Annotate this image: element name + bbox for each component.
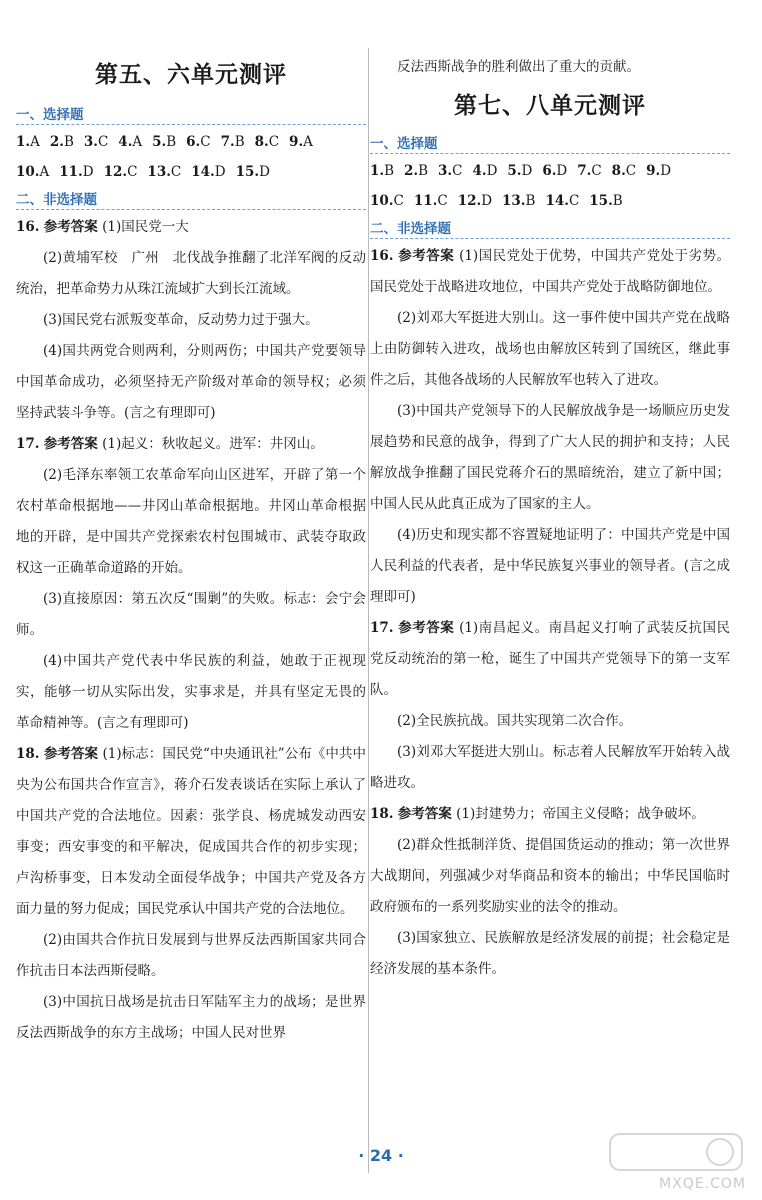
question-18 (370, 799, 730, 830)
choice-letter: C (437, 193, 448, 209)
choice-answer (59, 164, 93, 180)
question-18 (16, 739, 366, 925)
column-divider (368, 48, 369, 1173)
choice-letter: D (521, 163, 533, 179)
choice-number: 2. (49, 134, 64, 150)
choice-answer (84, 134, 108, 150)
choice-letter: C (97, 134, 109, 150)
choice-letter: D (481, 193, 493, 209)
section-title: 第五、六单元测评 (95, 62, 287, 88)
choice-answer (186, 134, 210, 150)
choice-answer (542, 163, 567, 179)
answer-paragraph: (3)国民党右派叛变革命，反动势力过于强大。 (43, 312, 319, 328)
choice-number: 1. (370, 163, 385, 179)
answer-label: 参考答案 (398, 620, 455, 636)
choice-number: 3. (438, 163, 453, 179)
choice-number: 10. (16, 164, 40, 180)
choice-answer (147, 164, 181, 180)
choice-answer (16, 164, 49, 180)
choice-letter: A (132, 134, 143, 150)
choice-letter: C (591, 163, 602, 179)
choice-letter: D (556, 163, 568, 179)
watermark-logo-icon (608, 1130, 748, 1174)
section-heading-label: 二、非选择题 (370, 221, 451, 237)
choice-letter: B (612, 193, 623, 209)
choice-number: 4. (118, 134, 133, 150)
answer-label: 参考答案 (43, 746, 99, 762)
question-16 (370, 241, 730, 303)
choice-number: 12. (103, 164, 128, 180)
choice-answer (458, 193, 492, 209)
choice-answer (577, 163, 601, 179)
choice-answer (646, 163, 671, 179)
question-17 (16, 429, 366, 460)
answer-text: (1)国民党处于优势，中国共产党处于劣势。国民党处于战略进攻地位，中国共产党处于战略防御地位。 (370, 248, 731, 295)
choice-letter: C (625, 163, 637, 179)
choice-answer (255, 134, 279, 150)
choice-number: 15. (235, 164, 260, 180)
choice-answer (472, 163, 497, 179)
choice-letter: C (452, 163, 463, 179)
answer-paragraph: (4)国共两党合则两利，分则两伤；中国共产党要领导中国革命成功，必须坚持无产阶级对革命的领导权；必须坚持武装斗争等。(言之有理即可) (16, 343, 366, 421)
answer-row (370, 186, 730, 216)
answer-label: 参考答案 (398, 248, 455, 264)
choice-answer (589, 193, 622, 209)
choice-number: 8. (254, 134, 269, 150)
right-column (370, 0, 730, 985)
answer-paragraph: (2)刘邓大军挺进大别山。这一事件使中国共产党在战略上由防御转入进攻，战场也由解放区转到了国统区，继此事件之后，其他各战场的人民解放军也转入了进攻。 (370, 310, 730, 388)
choice-answer (370, 163, 394, 179)
answer-row (16, 157, 366, 187)
section-title: 第七、八单元测评 (454, 93, 646, 119)
choice-answer (502, 193, 535, 209)
choice-number: 8. (611, 163, 626, 179)
choice-number: 10. (370, 193, 394, 209)
choice-number: 6. (542, 163, 557, 179)
choice-number: 5. (507, 163, 522, 179)
left-column (16, 0, 366, 1049)
choice-answer (221, 134, 245, 150)
choice-letter: C (170, 164, 182, 180)
choice-number: 13. (502, 193, 526, 209)
choice-letter: C (200, 134, 211, 150)
choice-letter: B (234, 134, 245, 150)
answer-text: (1)国民党一大 (102, 219, 189, 235)
choice-answer (370, 193, 404, 209)
answer-paragraph: (2)全民族抗战。国共实现第二次合作。 (397, 713, 633, 729)
choice-letter: A (303, 134, 313, 150)
page-number-value: 24 (369, 1146, 393, 1165)
choice-number: 6. (186, 134, 201, 150)
choice-letter: C (568, 193, 580, 209)
choice-answer (507, 163, 532, 179)
choice-answer (438, 163, 462, 179)
choice-number: 7. (577, 163, 592, 179)
choice-answer (612, 163, 636, 179)
answer-row (370, 156, 730, 186)
section-heading-label: 二、非选择题 (16, 192, 97, 208)
choice-letter: A (30, 134, 40, 150)
section-heading-nonchoice (16, 187, 366, 212)
choice-answer (404, 163, 428, 179)
answer-paragraph: (3)中国抗日战场是抗击日军陆军主力的战场；是世界反法西斯战争的东方主战场；中国人民对世界 (16, 994, 366, 1041)
question-number: 18. (16, 746, 40, 762)
choice-letter: C (393, 193, 404, 209)
choice-number: 5. (152, 134, 167, 150)
answer-paragraph: (4)历史和现实都不容置疑地证明了：中国共产党是中国人民利益的代表者，是中华民族复兴事业的领导者。(言之成理即可) (370, 527, 730, 605)
section-heading-label: 一、选择题 (370, 136, 438, 152)
choice-number: 11. (413, 193, 438, 209)
choice-answer (236, 164, 270, 180)
choice-number: 12. (457, 193, 482, 209)
question-number: 17. (370, 620, 394, 636)
choice-number: 7. (220, 134, 235, 150)
answer-paragraph: (3)刘邓大军挺进大别山。标志着人民解放军开始转入战略进攻。 (370, 744, 730, 791)
choice-answer (118, 134, 142, 150)
answer-paragraph: (3)直接原因：第五次反“围剿”的失败。标志：会宁会师。 (16, 591, 366, 638)
answer-label: 参考答案 (43, 436, 98, 452)
continued-text: 反法西斯战争的胜利做出了重大的贡献。 (397, 59, 640, 75)
choice-number: 9. (289, 134, 304, 150)
section-heading-nonchoice (370, 216, 730, 241)
choice-answer (414, 193, 448, 209)
question-17 (370, 613, 730, 706)
choice-letter: C (268, 134, 280, 150)
section-heading-choice (370, 131, 730, 156)
choice-letter: B (384, 163, 395, 179)
choice-number: 13. (147, 164, 171, 180)
choice-letter: B (63, 134, 74, 150)
choice-number: 4. (472, 163, 487, 179)
choice-answer (104, 164, 138, 180)
choice-number: 11. (59, 164, 83, 180)
section-heading-label: 一、选择题 (16, 107, 84, 123)
choice-answer (50, 134, 74, 150)
choice-number: 3. (83, 134, 98, 150)
question-number: 16. (16, 219, 40, 235)
question-number: 16. (370, 248, 394, 264)
site-watermark (608, 1130, 748, 1192)
choice-answer (545, 193, 579, 209)
choice-answer (152, 134, 176, 150)
question-number: 18. (370, 806, 394, 822)
choice-answer (191, 164, 225, 180)
answer-label: 参考答案 (397, 806, 452, 822)
answer-paragraph: (2)黄埔军校 广州 北伐战争推翻了北洋军阀的反动统治，把革命势力从珠江流域扩大到长江流域。 (16, 250, 366, 297)
answer-paragraph: (3)中国共产党领导下的人民解放战争是一场顺应历史发展趋势和民意的战争，得到了广大人民的拥护和支持；人民解放战争推翻了国民党蒋介石的黑暗统治，建立了新中国；中国人民从此真正成为了国家的主人。 (370, 403, 730, 512)
answer-text: (1)封建势力；帝国主义侵略；战争破坏。 (456, 806, 705, 822)
choice-letter: C (127, 164, 138, 180)
choice-letter: D (214, 164, 226, 180)
answer-paragraph: (3)国家独立、民族解放是经济发展的前提；社会稳定是经济发展的基本条件。 (370, 930, 730, 977)
answer-row (16, 127, 366, 157)
choice-number: 14. (545, 193, 569, 209)
choice-number: 9. (646, 163, 661, 179)
choice-letter: D (82, 164, 94, 180)
question-number: 17. (16, 436, 40, 452)
choice-answer (289, 134, 313, 150)
choice-number: 2. (404, 163, 419, 179)
answer-text: (1)起义：秋收起义。进军：井冈山。 (102, 436, 324, 452)
answer-paragraph: (2)毛泽东率领工农革命军向山区进军，开辟了第一个农村革命根据地——井冈山革命根据地。井冈山革命根据地的开辟，是中国共产党探索农村包围城市、武装夺取政权这一正确革命道路的开始。 (16, 467, 366, 576)
answer-paragraph: (2)群众性抵制洋货、提倡国货运动的推动；第一次世界大战期间，列强减少对华商品和资本的输出；中华民国临时政府颁布的一系列奖励实业的法令的推动。 (370, 837, 730, 915)
choice-letter: D (660, 163, 672, 179)
answer-paragraph: (2)由国共合作抗日发展到与世界反法西斯国家共同合作抗击日本法西斯侵略。 (16, 932, 366, 979)
choice-letter: B (525, 193, 536, 209)
choice-letter: D (259, 164, 270, 180)
watermark-text: MXQE.COM (659, 1176, 746, 1192)
answer-text: (1)南昌起义。南昌起义打响了武装反抗国民党反动统治的第一枪，诞生了中国共产党领导下的第一支军队。 (370, 620, 731, 698)
choice-letter: B (418, 163, 429, 179)
answer-label: 参考答案 (43, 219, 98, 235)
choice-letter: B (166, 134, 177, 150)
choice-letter: D (486, 163, 498, 179)
choice-number: 1. (16, 134, 31, 150)
choice-letter: A (39, 164, 50, 180)
choice-number: 14. (191, 164, 215, 180)
choice-number: 15. (589, 193, 613, 209)
answer-text: (1)标志：国民党“中央通讯社”公布《中共中央为公布国共合作宣言》，蒋介石发表谈话在实际上承认了中国共产党的合法地位。因素：张学良、杨虎城发动西安事变；西安事变的和平解决，促成国共合作的初步实现；卢沟桥事变，日本发动全面侵华战争；中国共产党及各方面力量的努力促成；国民党承认中国共产党的合法地位。 (16, 746, 367, 917)
section-heading-choice (16, 102, 366, 127)
choice-answer (16, 134, 40, 150)
question-16 (16, 212, 366, 243)
page-number: · 24 · (358, 1146, 404, 1165)
answer-paragraph: (4)中国共产党代表中华民族的利益，她敢于正视现实，能够一切从实际出发，实事求是，并具有坚定无畏的革命精神等。(言之有理即可) (16, 653, 366, 731)
